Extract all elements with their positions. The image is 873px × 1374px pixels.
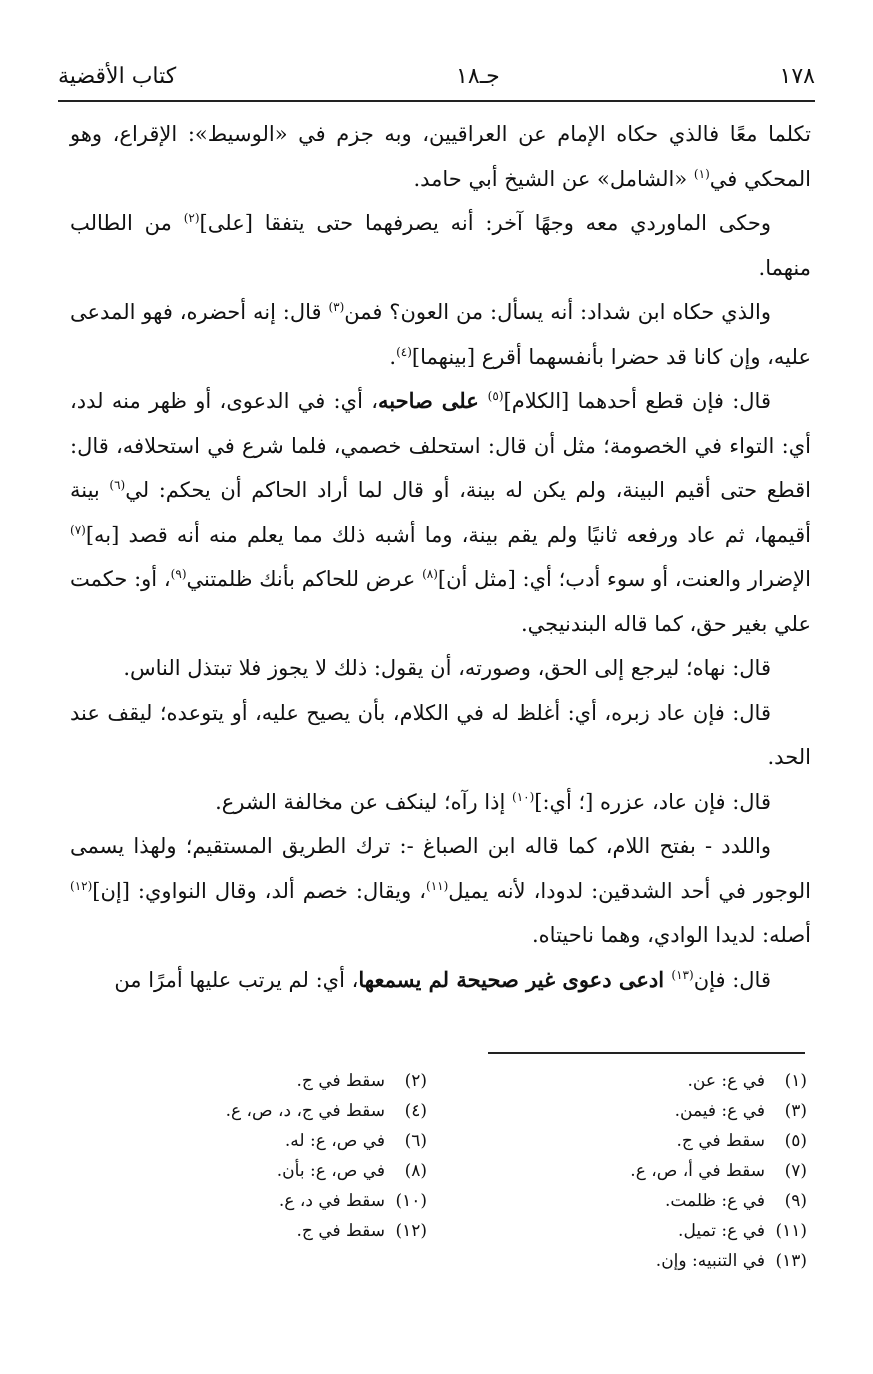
paragraph-text: ، أو: حكمت علي بغير حق، كما قاله البندنيجي.: [70, 567, 811, 636]
paragraph-2: [70, 201, 811, 290]
footnote: [77, 1126, 427, 1156]
paragraph-4: [70, 379, 811, 646]
page-number: ١٧٨: [779, 63, 815, 89]
footnote-number: (١٣): [775, 1251, 807, 1271]
footnote: [77, 1156, 427, 1186]
footnote-number: (٣): [784, 1101, 807, 1121]
bold-text: ادعى دعوى غير صحيحة لم يسمعها: [358, 966, 672, 992]
footnote: [77, 1186, 427, 1216]
footnote-ref: (١٣): [671, 967, 694, 982]
footnote-number: (١٢): [395, 1221, 427, 1241]
footnote-text: في ع: تميل.: [678, 1221, 765, 1241]
footnote-text: سقط في ج، د، ص، ع.: [225, 1101, 385, 1121]
footnote-ref: (١): [693, 166, 710, 181]
footnote-text: في ع: فيمن.: [674, 1101, 765, 1121]
paragraph-text: ، أي: في الدعوى، أو ظهر منه لدد، أي: التواء في الخصومة؛ مثل أن قال: استحلف خصمي، فلما شرع في استحلافه، قال: اقطع حتى أقيم البينة، ولم يكن له بينة، أو قال لما أراد الحاكم أن يحكم: لي: [70, 389, 811, 502]
paragraph-text: من الطالب منهما.: [70, 211, 811, 280]
footnote-text: في التنبيه: وإن.: [655, 1251, 765, 1271]
paragraph-text: إذا رآه؛ لينكف عن مخالفة الشرع.: [215, 789, 512, 814]
paragraph-text: قال: فإن قطع أحدهما [الكلام]: [503, 389, 771, 413]
footnote-ref: (١١): [426, 878, 449, 893]
paragraph-text: .: [389, 344, 397, 369]
footnote-text: في ص، ع: له.: [284, 1131, 385, 1151]
footnotes-right-column: [427, 1066, 811, 1276]
paragraph-text: بينة أقيمها، ثم عاد ورفعه ثانيًا ولم يقم بينة، وما أشبه ذلك مما يعلم منه أنه قصد [به]: [70, 478, 811, 547]
volume-number: جـ١٨: [456, 63, 500, 89]
footnote-number: (٢): [404, 1071, 427, 1091]
footnote-number: (٤): [404, 1101, 427, 1121]
footnote: [427, 1156, 807, 1186]
footnote-ref: (٤): [396, 344, 412, 359]
paragraph-1: [70, 112, 811, 201]
footnote-text: سقط في ج.: [296, 1221, 385, 1241]
main-text: [70, 112, 811, 1002]
footnote: [427, 1126, 807, 1156]
footnote: [427, 1216, 807, 1246]
footnote-text: سقط في د، ع.: [278, 1191, 385, 1211]
footnote-text: سقط في ج.: [296, 1071, 385, 1091]
footnote-text: في ع: ظلمت.: [664, 1191, 765, 1211]
footnote-number: (٦): [404, 1131, 427, 1151]
footnote-text: سقط في أ، ص، ع.: [630, 1161, 765, 1181]
footnote: [427, 1186, 807, 1216]
paragraph-5: قال: نهاه؛ ليرجع إلى الحق، وصورته، أن يقول: ذلك لا يجوز فلا تبتذل الناس.: [123, 656, 771, 680]
paragraph-7: [70, 780, 811, 825]
paragraph-text: أصله: لديدا الوادي، وهما ناحيتاه.: [532, 923, 811, 947]
footnote-ref: (٨): [422, 567, 438, 581]
footnote-number: (٥): [784, 1131, 807, 1151]
paragraph-text: قال: فإن عاد، عزره [؛ أي:]: [534, 789, 771, 814]
footnote-ref: (٦): [109, 478, 126, 492]
paragraph-text: «الشامل» عن الشيخ أبي حامد.: [413, 166, 694, 191]
paragraph-8: [70, 824, 811, 958]
footnote: [77, 1066, 427, 1096]
footnote-number: (٨): [404, 1161, 427, 1181]
paragraph-text: وحكى الماوردي معه وجهًا آخر: أنه يصرفهما حتى يتفقا [على]: [199, 211, 771, 235]
paragraph-6: قال: فإن عاد زبره، أي: أغلظ له في الكلام، بأن يصيح عليه، أو يتوعده؛ ليقف عند الحد.: [70, 700, 811, 769]
footnote-number: (١١): [775, 1221, 807, 1241]
footnote-number: (١): [784, 1071, 807, 1091]
footnote: [77, 1216, 427, 1246]
paragraph-text: تكلما معًا فالذي حكاه الإمام عن العراقيين، وبه جزم في «الوسيط»: الإقراع، وهو المحكي في: [70, 122, 811, 191]
footnote-ref: (٥): [487, 389, 504, 403]
footnote-ref: (٣): [328, 300, 345, 314]
footnote-text: في ع: عن.: [687, 1071, 765, 1091]
footnote-text: سقط في ج.: [676, 1131, 765, 1151]
footnotes: [70, 1066, 811, 1276]
paragraph-9: [70, 958, 811, 1003]
running-header: [58, 56, 815, 96]
footnote: [77, 1096, 427, 1126]
footnote-ref: (٢): [183, 211, 200, 225]
paragraph-text: ، ويقال: خصم ألد، وقال النواوي: [إن]: [92, 878, 426, 903]
footnote-ref: (٧): [70, 522, 86, 537]
paragraph-3: [70, 290, 811, 379]
footnote-number: (٧): [784, 1161, 807, 1181]
paragraph-text: والذي حكاه ابن شداد: أنه يسأل: من العون؟ فمن: [344, 300, 771, 324]
paragraph-text: ، أي: لم يرتب عليها أمرًا من: [114, 967, 359, 992]
paragraph-text: الإضرار والعنت، أو سوء أدب؛ أي: [مثل أن]: [437, 567, 811, 591]
paragraph-text: واللدد - بفتح اللام، كما قاله ابن الصباغ -: ترك الطريق المستقيم؛ ولهذا يسمى الوجور في أحد الشدقين: لدودا، لأنه يميل: [70, 834, 811, 903]
footnote-number: (٩): [784, 1191, 807, 1211]
footnote-text: في ص، ع: بأن.: [276, 1161, 385, 1181]
footnote-ref: (١٢): [70, 878, 93, 893]
footnote-rule: [488, 1052, 805, 1054]
paragraph-text: قال: فإن: [693, 967, 771, 992]
footnote-ref: (١٠): [512, 789, 535, 804]
book-title: كتاب الأقضية: [58, 63, 177, 89]
footnote: [427, 1246, 807, 1276]
footnote: [427, 1066, 807, 1096]
footnote: [427, 1096, 807, 1126]
bold-text: على صاحبه: [378, 388, 488, 413]
footnote-ref: (٩): [170, 567, 187, 581]
header-rule: [58, 100, 815, 102]
footnote-number: (١٠): [395, 1191, 427, 1211]
footnotes-left-column: [77, 1066, 427, 1276]
paragraph-text: قال: إنه أحضره، فهو المدعى عليه، وإن كانا قد حضرا بأنفسهما أقرع [بينهما]: [70, 300, 811, 369]
paragraph-text: عرض للحاكم بأنك ظلمتني: [186, 567, 423, 591]
